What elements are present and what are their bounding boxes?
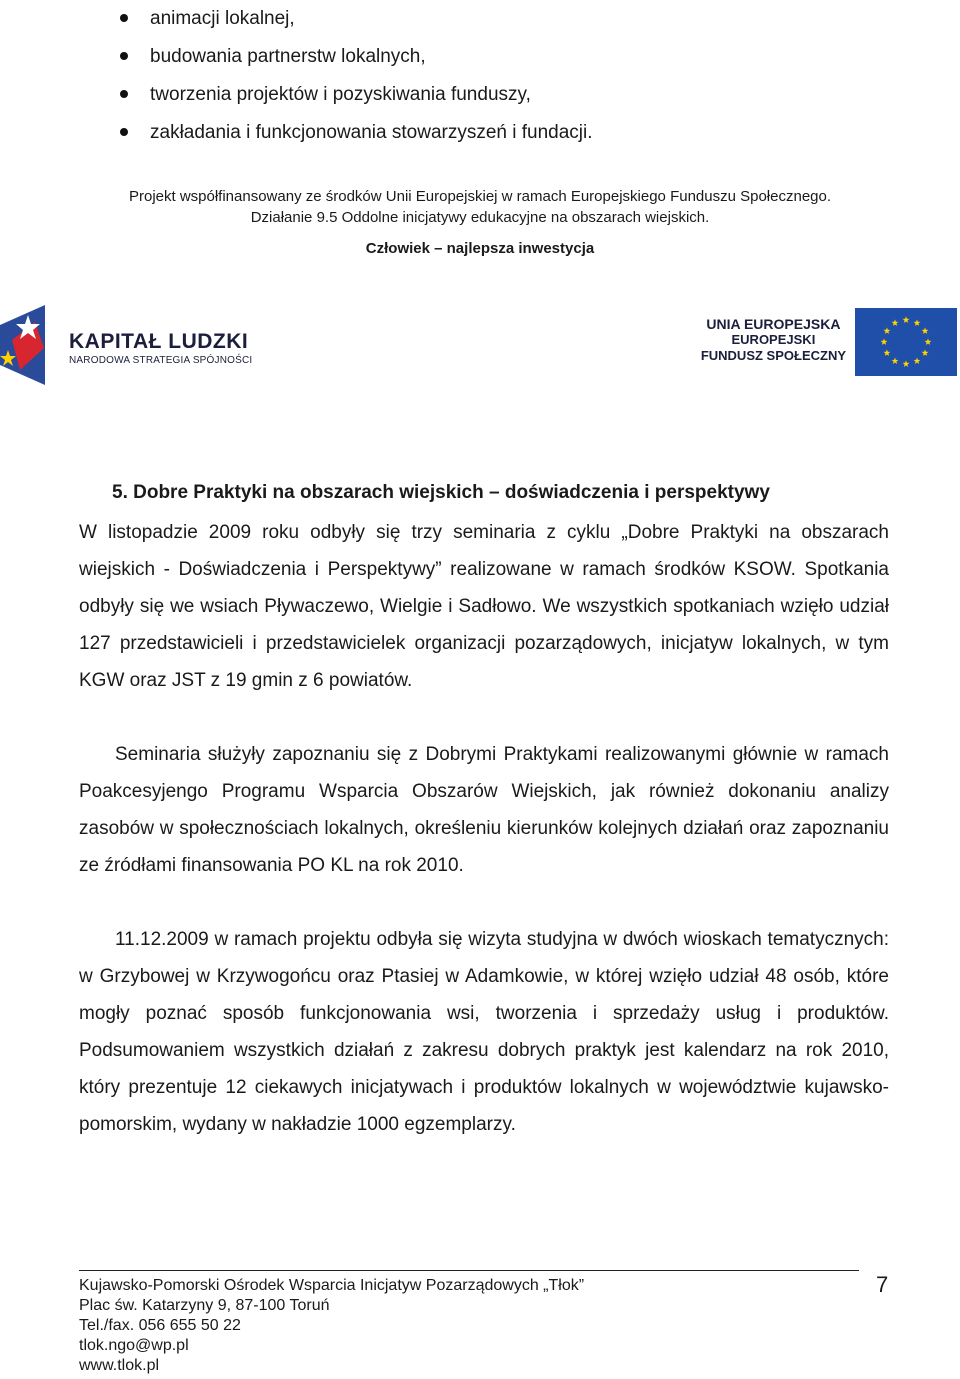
footer-phone: Tel./fax. 056 655 50 22 bbox=[79, 1317, 241, 1334]
footer bbox=[79, 1276, 584, 1376]
list-item: tworzenia projektów i pozyskiwania funduszy, bbox=[120, 76, 593, 114]
footer-web: www.tlok.pl bbox=[79, 1357, 160, 1374]
footer-divider bbox=[79, 1270, 859, 1271]
footer-org: Kujawsko-Pomorski Ośrodek Wsparcia Inicjatyw Pozarządowych „Tłok” bbox=[79, 1277, 585, 1294]
page-number: 7 bbox=[876, 1272, 889, 1297]
list-item: animacji lokalnej, bbox=[120, 0, 593, 38]
list-item: budowania partnerstw lokalnych, bbox=[120, 38, 593, 76]
funding-note bbox=[0, 186, 960, 228]
paragraph-1: W listopadzie 2009 roku odbyły się trzy seminaria z cyklu „Dobre Praktyki na obszarach wiejskich - Doświadczenia i Perspektywy” realizowane w ramach środków KSOW. Spotkania odbyły się we wsiach Pływaczewo, Wielgie i Sadłowo. We wszystkich spotkaniach wzięło udział 127 przedstawicieli i przedstawicielek organizacji pozarządowych, inicjatyw lokalnych, w tym KGW oraz JST z 19 gmin z 6 powiatów. bbox=[79, 522, 889, 691]
section-heading: 5. Dobre Praktyki na obszarach wiejskich – doświadczenia i perspektywy bbox=[112, 482, 770, 503]
eu-line3: FUNDUSZ SPOŁECZNY bbox=[700, 348, 846, 363]
eu-line1: UNIA EUROPEJSKA bbox=[706, 316, 841, 332]
list-item: zakładania i funkcjonowania stowarzyszeń i fundacji. bbox=[120, 114, 593, 152]
paragraph-2: Seminaria służyły zapoznaniu się z Dobrymi Praktykami realizowanymi głównie w ramach Poakcesyjengo Programu Wsparcia Obszarów Wiejskich, jak również dokonaniu analizy zasobów w społecznościach lokalnych, określeniu kierunków kolejnych działań oraz zapoznaniu ze źródłami finansowania PO KL na rok 2010. bbox=[79, 744, 889, 876]
action-line: Działanie 9.5 Oddolne inicjatywy edukacyjne na obszarach wiejskich. bbox=[250, 209, 710, 226]
footer-email: tlok.ngo@wp.pl bbox=[79, 1337, 189, 1354]
funding-line: Projekt współfinansowany ze środków Unii Europejskiej w ramach Europejskiego Funduszu Społecznego. bbox=[128, 188, 832, 205]
eu-flag-icon bbox=[855, 308, 957, 376]
kl-subtitle: NARODOWA STRATEGIA SPÓJNOŚCI bbox=[69, 355, 253, 366]
eu-text bbox=[701, 316, 846, 364]
footer-address: Plac św. Katarzyny 9, 87-100 Toruń bbox=[79, 1297, 330, 1314]
bullet-list bbox=[120, 0, 593, 152]
kl-title: KAPITAŁ LUDZKI bbox=[69, 330, 249, 353]
motto: Człowiek – najlepsza inwestycja bbox=[365, 240, 595, 257]
eu-line2: EUROPEJSKI bbox=[731, 332, 816, 347]
paragraph-3: 11.12.2009 w ramach projektu odbyła się wizyta studyjna w dwóch wioskach tematycznych: w Grzybowej w Krzywogońcu oraz Ptasiej w Adamkowie, w której wzięło udział 48 osób, które mogły poznać sposób funkcjonowania wsi, tworzenia i sprzedaży usług i produktów. Podsumowaniem wszystkich działań z zakresu dobrych praktyk jest kalendarz na rok 2010, który prezentuje 12 ciekawych inicjatywach i produktów lokalnych w województwie kujawsko-pomorskim, wydany w nakładzie 1000 egzemplarzy. bbox=[79, 929, 889, 1135]
